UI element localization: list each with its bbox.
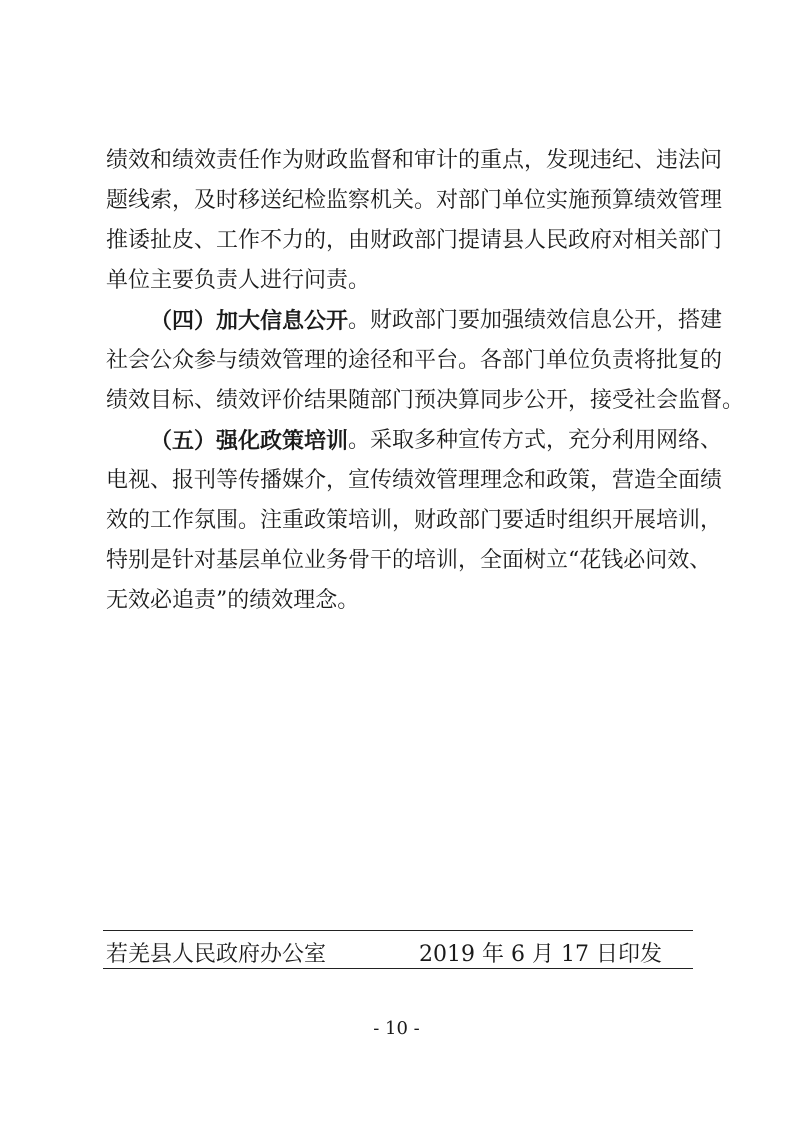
section-heading: （五）强化政策培训 [150,428,349,454]
document-body [106,141,745,621]
text-line: 特别是针对基层单位业务骨干的培训，全面树立“花钱必问效、 [106,548,712,573]
text-line: 单位主要负责人进行问责。 [106,268,371,293]
issuance-line [106,935,662,975]
footer-bottom-rule [103,968,693,969]
issue-date: 2019 年 6 月 17 日印发 [419,942,662,967]
paragraph-policy-training [106,421,723,621]
text-line [106,301,723,341]
footer-top-rule [103,930,693,931]
paragraph-accountability [106,141,723,301]
text-line: 电视、报刊等传播媒介，宣传绩效管理理念和政策，营造全面绩 [106,468,723,493]
text-line: 题线索，及时移送纪检监察机关。对部门单位实施预算绩效管理 [106,188,723,213]
page-number: - 10 - [373,1018,420,1039]
paragraph-information-disclosure [106,301,745,421]
section-heading: （四）加大信息公开 [150,308,349,334]
text-line: 效的工作氛围。注重政策培训，财政部门要适时组织开展培训， [106,508,723,533]
text-line: 推诿扯皮、工作不力的，由财政部门提请县人民政府对相关部门 [106,228,723,253]
text-segment: 。采取多种宣传方式，充分利用网络、 [348,428,723,453]
text-segment: 。财政部门要加强绩效信息公开，搭建 [348,308,723,333]
issuer-name: 若羌县人民政府办公室 [106,942,327,967]
text-line: 社会公众参与绩效管理的途径和平台。各部门单位负责将批复的 [106,348,723,373]
text-line: 绩效目标、绩效评价结果随部门预决算同步公开，接受社会监督。 [106,388,745,413]
text-line [106,421,723,461]
text-line: 绩效和绩效责任作为财政监督和审计的重点，发现违纪、违法问 [106,148,723,173]
text-line: 无效必追责”的绩效理念。 [106,588,360,613]
